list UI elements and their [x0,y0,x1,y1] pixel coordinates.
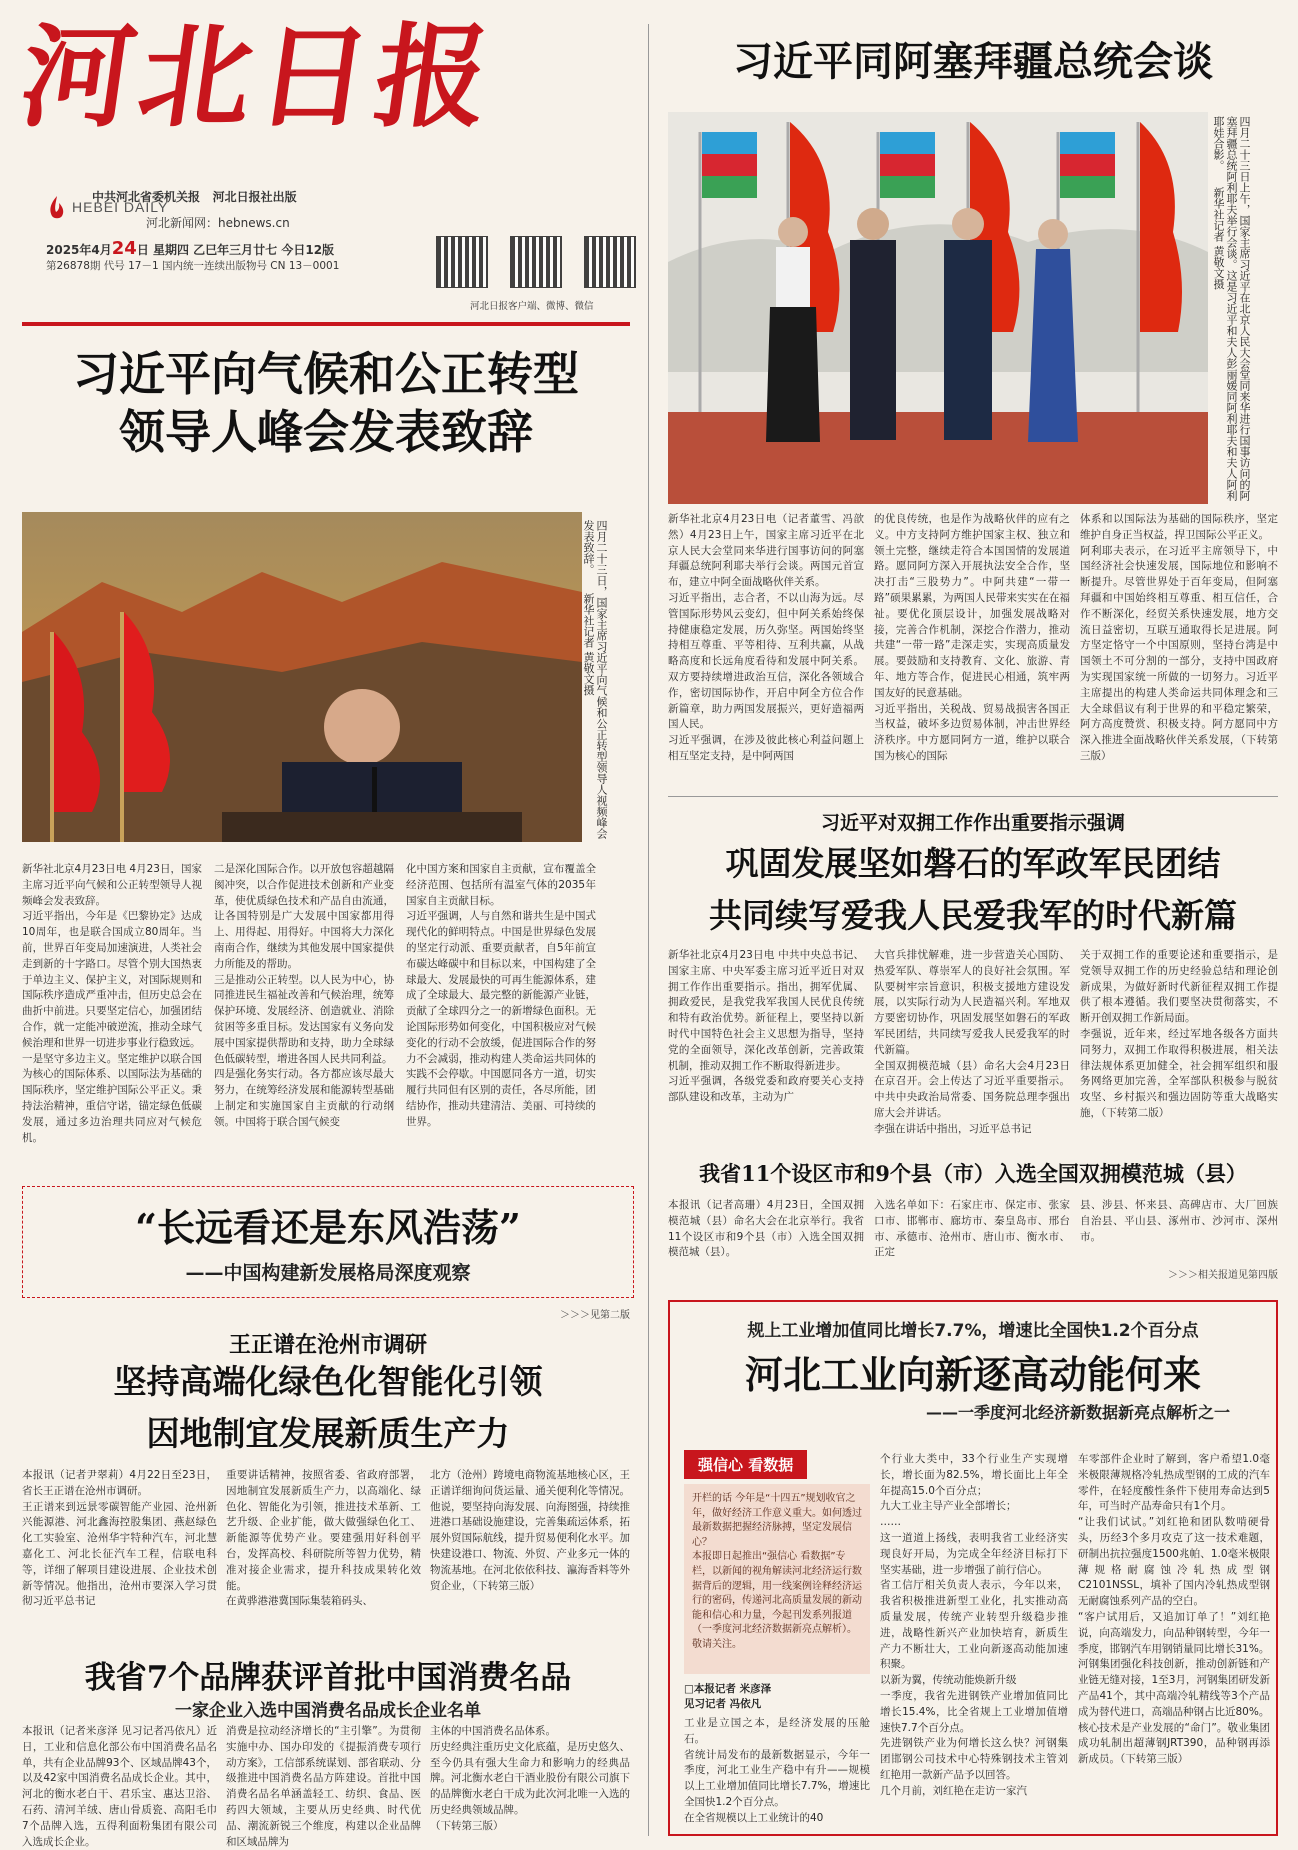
brands-article-col3: 主体的中国消费名品体系。 历史经典注重历史文化底蕴，是历史悠久、至今仍具有强大生命力和影响力的经典品牌。河北衡水老白干酒业股份有限公司旗下的品牌衡水老白干成为此次河北唯一入选的历史经典领域品牌。 （下转第三版） [430,1725,630,1832]
lead-article-col3: 化中国方案和国家自主贡献，宣布覆盖全经济范围、包括所有温室气体的2035年国家自主贡献目标。 习近平强调，人与自然和谐共生是中国式现代化的鲜明特点。中国是世界绿色发展的坚定行动派、重要贡献者，自5年前宣布碳达峰碳中和目标以来，中国构建了全球最大、发展最快的可再生能源体系，建成了全球最大、最完整的新能源产业链，贡献了全球四分之一的新增绿色面积。无论国际形势如何变化，中国积极应对气候变化的行动不会放缓，促进国际合作的努力不会减弱，推动构建人类命运共同体的实践不会停歇。中国愿同各方一道，切实履行共同但有区别的责任，各尽所能，团结协作，推动共建清洁、美丽、可持续的世界。 [406,863,596,1128]
wang-article-col2: 重要讲话精神，按照省委、省政府部署，因地制宜发展新质生产力，以高端化、绿色化、智能化为引领，推进技术革新、工艺升级、企业扩能，做大做强绿色化工、新能源等优势产业。要建强用好科创平台，发挥高校、科研院所等智力优势，精准对接企业需求，提升科技成果转化效能。 在黄骅港港冀国际集装箱码头、 [226,1469,421,1608]
masthead-title: 河北日报 [12,12,504,143]
industry-article-col1: 工业是立国之本，是经济发展的压舱石。 省统计局发布的最新数据显示，今年一季度，河北工业生产稳中有升——规模以上工业增加值同比增长7.7%，增速比全国快1.2个百分点。 在全省规模以上工业统计的40 [684,1717,870,1824]
model-city-jump-link[interactable]: ＞＞＞相关报道见第四版 [1168,1270,1278,1281]
column-badge: 强信心 看数据 [684,1450,807,1479]
feature-subtitle: ——中国构建新发展格局深度观察 [185,1262,471,1284]
issue-line: 第26878期 代号 17－1 国内统一连续出版物号 CN 13－0001 [46,260,340,272]
masthead [12,12,622,212]
website-link[interactable]: hebnews.cn [218,216,290,230]
wang-article-col1: 本报讯（记者尹翠莉）4月22日至23日，省长王正谱在沧州市调研。 王正谱来到远景零碳智能产业园、沧州新兴能源港、河北鑫海控股集团、燕赵绿色化工实验室、沧州华宇特种汽车，河北慧嘉化工、河北长征汽车工程，信联电科等，详细了解项目建设进展、企业技术创新等情况。他指出，沧州市要深入学习贯彻习近平总书记 [22,1469,217,1608]
brands-headline[interactable]: 我省7个品牌获评首批中国消费名品 [84,1660,572,1696]
lead-headline[interactable]: 习近平向气候和公正转型 领导人峰会发表致辞 [73,347,579,459]
wang-headline[interactable]: 坚持高端化绿色化智能化引领 因地制宜发展新质生产力 [113,1362,543,1453]
summit-article-col1: 新华社北京4月23日电（记者董雪、冯歆然）4月23日上午，国家主席习近平在北京人民大会堂同来华进行国事访问的阿塞拜疆总统阿利耶夫举行会谈。两国元首宣布，建立中阿全面战略伙伴关系。 习近平指出，志合者，不以山海为远。尽管国际形势风云变幻，但中阿关系始终保持健康稳定发展，历久弥坚。两国始终坚持相互尊重、平等相待、互利共赢，从战略高度和长远角度看待和发展中阿关系。双方要持续增进政治互信，深化各领域合作，密切国际协作，开启中阿全方位合作新篇章，助力两国发展振兴，更好造福两国人民。 习近平强调，在涉及彼此核心利益问题上相互坚定支持，是中阿两国 [668,513,864,762]
industry-byline: □本报记者 米彦泽 见习记者 冯依凡 [684,1683,772,1710]
date-day: 24 [111,238,137,259]
lead-article-col1: 新华社北京4月23日电 4月23日，国家主席习近平向气候和公正转型领导人视频峰会发表致辞。 习近平指出，今年是《巴黎协定》达成10周年，也是联合国成立80周年。当前，世界百年变局加速演进，人类社会走到新的十字路口。尽管个别大国热衷于单边主义、保护主义，对国际规则和国际秩序造成严重冲击，但历史总会在曲折中前进。只要坚定信心，加强团结合作，就一定能冲破逆流，推动全球气候治理和世界一切进步事业行稳致远。 一是坚守多边主义。坚定维护以联合国为核心的国际体系、以国际法为基础的国际秩序，坚定维护国际公平正义。秉持法治精神，重信守诺，锚定绿色低碳发展，通过多边治理共同应对气候危机。 [22,863,202,1144]
masthead-divider [22,322,630,326]
website-line: 河北新闻网：hebnews.cn [146,216,290,230]
english-name: HEBEI DAILY [72,199,169,215]
summit-photo-caption: 四月二十三日上午，国家主席习近平在北京人民大会堂同来华进行国事访问的阿塞拜疆总统阿利耶夫举行会谈。这是习近平和夫人彭丽媛同阿利耶夫和夫人阿利耶娃合影。 新华社记者 黄敬文摄 [1212,116,1251,501]
qr-code-client[interactable] [436,236,488,288]
editor-intro-box: 开栏的话 今年是“十四五”规划收官之年，做好经济工作意义重大。如何透过最新数据把握经济脉搏，坚定发展信心？ 本报即日起推出“强信心 看数据”专栏，以新闻的视角解读河北经济运行数据背后的逻辑，用一线案例诠释经济运行的密码，传递河北高质量发展的新动能和信心和力量，今起刊发系列报道（一季度河北经济数据新亮点解析）。敬请关注。 [684,1484,870,1674]
model-city-col2: 入选名单如下：石家庄市、保定市、张家口市、邯郸市、廊坊市、秦皇岛市、邢台市、承德市、沧州市、唐山市、衡水市、正定 [874,1199,1070,1259]
industry-kicker: 规上工业增加值同比增长7.7%，增速比全国快1.2个百分点 [747,1321,1199,1341]
industry-subtitle: ——一季度河北经济新数据新亮点解析之一 [925,1403,1230,1422]
army-article-col2: 大官兵排忧解难，进一步营造关心国防、热爱军队、尊崇军人的良好社会氛围。军队要树牢宗旨意识，积极支援地方建设发展，以实际行动为人民造福兴利。军地双方要密切协作，巩固发展坚如磐石的军政军民团结，共同续写爱我人民爱我军的时代新篇。 全国双拥模范城（县）命名大会4月23日在京召开。会上传达了习近平重要指示。中共中央政治局常委、国务院总理李强出席大会并讲话。 李强在讲话中指出，习近平总书记 [874,949,1070,1135]
leaders-group-photo [668,112,1208,504]
summit-headline[interactable]: 习近平同阿塞拜疆总统会谈 [733,38,1213,85]
feature-title: “长远看还是东风浩荡” [135,1205,521,1250]
army-article-col1: 新华社北京4月23日电 中共中央总书记、国家主席、中央军委主席习近平近日对双拥工作作出重要指示。指出，拥军优属、拥政爱民，是我党我军我国人民优良传统和特有政治优势。新征程上，要坚持以新时代中国特色社会主义思想为指导，坚持党的全面领导，深化改革创新，完善政策机制，推动双拥工作不断取得新进步。 习近平强调，各级党委和政府要关心支持部队建设和改革，主动为广 [668,949,864,1104]
industry-headline[interactable]: 河北工业向新逐高动能何来 [744,1352,1201,1397]
model-city-col1: 本报讯（记者高珊）4月23日，全国双拥模范城（县）命名大会在北京举行。我省11个设区市和9个县（市）入选全国双拥模范城（县）。 [668,1199,864,1259]
model-city-col3: 县、涉县、怀来县、高碑店市、大厂回族自治县、平山县、涿州市、沙河市、深州市。 [1080,1199,1278,1243]
publisher-line1: 中共河北省委机关报 [92,190,201,204]
model-city-headline[interactable]: 我省11个设区市和9个县（市）入选全国双拥模范城（县） [699,1161,1247,1186]
column-divider [648,24,649,1836]
feature-jump-link[interactable]: ＞＞＞见第二版 [560,1310,630,1321]
feature-teaser-box[interactable] [22,1186,634,1298]
summit-video-photo [22,512,582,842]
brands-article-col2: 消费是拉动经济增长的“主引擎”。为贯彻实施中办、国办印发的《提振消费专项行动方案》，工信部系统谋划、部省联动、分级推进中国消费名品方阵建设。首批中国消费名品名单涵盖轻工、纺织、食品、医药四大领域，主要从历史经典、时代优品、潮流新锐三个维度，构建以企业品牌和区域品牌为 [226,1725,421,1848]
lead-article-col2: 二是深化国际合作。以开放包容超越隔阂冲突，以合作促进技术创新和产业变革，使优质绿色技术和产品自由流通，让各国特别是广大发展中国家都用得上、用得起、用得好。中国将大力深化南南合作，继续为其他发展中国家提供力所能及的帮助。 三是推动公正转型。以人民为中心，协同推进民生福祉改善和气候治理，统筹保护环境、发展经济、创造就业、消除贫困等多重目标。发达国家有义务向发展中国家提供帮助和支持，助力全球绿色低碳转型，增进各国人民共同利益。 四是强化务实行动。各方都应该尽最大努力，在统筹经济发展和能源转型基础上制定和实施国家自主贡献的行动纲领。中国将于联合国气候变 [214,863,394,1128]
army-kicker: 习近平对双拥工作作出重要指示强调 [820,812,1125,834]
date-line: 2025年4月24日 星期四 乙巳年三月廿七 今日12版 [46,238,335,259]
lead-photo[interactable] [22,512,582,842]
qr-caption: 河北日报客户端、微博、微信 [470,301,594,312]
qr-code-wechat[interactable] [584,236,636,288]
wang-kicker: 王正谱在沧州市调研 [228,1333,427,1358]
qr-code-weibo[interactable] [510,236,562,288]
industry-article-col2: 个行业大类中，33个行业生产实现增长，增长面为82.5%，增长面比上年全年提高15.0个百分点； 九大工业主导产业全部增长； …… 这一道道上扬线，表明我省工业经济实现良好开局，为完成全年经济目标打下坚实基础，进一步增强了前行信心。 省工信厅相关负责人表示，今年以来，我省积极推进新型工业化，扎实推动高质量发展，传统产业转型升级稳步推进，战略性新兴产业加快培育，新质生产力不断壮大，工业向新逐高动能加速积聚。 以新为翼，传统动能焕新升级 一季度，我省先进钢铁产业增加值同比增长15.4%，比全省规上工业增加值增速快7.7个百分点。 先进钢铁产业为何增长这么快？河钢集团邯钢公司技术中心特殊钢技术主管刘红艳用一款新产品予以回答。 几个月前，刘红艳在走访一家汽 [880,1453,1068,1797]
publisher-line2: 河北日报社出版 [212,190,297,204]
army-article-col3: 关于双拥工作的重要论述和重要指示，是党领导双拥工作的历史经验总结和理论创新成果，为做好新时代新征程双拥工作提供了根本遵循。我们要坚决贯彻落实，不断开创双拥工作新局面。 李强说，近年来，经过军地各级各方面共同努力，双拥工作取得积极进展，相关法律法规体系更加健全，社会拥军组织和服务网络更加完善，全军部队积极参与脱贫攻坚、乡村振兴和强边固防等重大战略实施，（下转第二版） [1080,949,1278,1119]
industry-article-col3: 车零部件企业时了解到，客户希望1.0毫米极限薄规格冷轧热成型钢的工成的汽车零件，在轻度酸性条件下使用寿命达到5年，可当时产品寿命只有1个月。 “让我们试试。”刘红艳和团队数啃硬骨头，历经3个多月攻克了这一技术难题，研制出抗拉强度1500兆帕、1.0毫米极限薄规格耐腐蚀冷轧热成型钢C2101NSSL，填补了国内冷轧热成型钢无耐腐蚀系列产品的空白。 “客户试用后，又追加订单了！”刘红艳说，向高端发力，向品种钢转型，今年一季度，邯钢汽车用钢销量同比增长31%。 河钢集团强化科技创新，推动创新链和产业链无缝对接，1至3月，河钢集团研发新产品41个，其中高端冷轧精线等3个产品成为替代进口，高端品种钢占比近80%。 核心技术是产业发展的“命门”。敬业集团成功轧制出超薄钢JRT390，品种钢再添新成员。（下转第三版） [1078,1453,1270,1766]
summit-photo[interactable] [668,112,1208,504]
wang-article-col3: 北方（沧州）跨境电商物流基地核心区，王正谱详细询问货运量、通关便利化等情况。他说，要坚持向海发展、向海图强，持续推进港口基础设施建设，完善集疏运体系，拓展外贸国际航线，提升贸易便利化水平。加快建设港口、物流、外贸、产业多元一体的物流基地。在河北依依科技、瀛海香料等外贸企业，（下转第三版） [430,1469,630,1592]
army-headline[interactable]: 巩固发展坚如磐石的军政军民团结 共同续写爱我人民爱我军的时代新篇 [709,844,1237,935]
brands-subtitle: 一家企业入选中国消费名品成长企业名单 [175,1701,481,1721]
summit-article-col2: 的优良传统，也是作为战略伙伴的应有之义。中方支持阿方维护国家主权、独立和领土完整，继续走符合本国国情的发展道路。愿同阿方深入开展执法安全合作，坚决打击“三股势力”。中阿共建“一带一路”硕果累累，为两国人民带来实实在在福祉。要优化顶层设计，加强发展战略对接，完善合作机制，深挖合作潜力，推动共建“一带一路”走深走实，实现高质量发展。要鼓励和支持教育、文化、旅游、青年、地方等合作，促进民心相通，筑牢两国友好的民意基础。 习近平指出，关税战、贸易战损害各国正当权益，破坏多边贸易体制，冲击世界经济秩序。中方愿同阿方一道，维护以联合国为核心的国际 [874,513,1070,762]
lead-photo-caption: 四月二十三日，国家主席习近平向气候和公正转型领导人视频峰会发表致辞。 新华社记者 黄敬文摄 [582,520,608,839]
section-divider [668,796,1278,797]
brands-article-col1: 本报讯（记者米彦泽 见习记者冯依凡）近日，工业和信息化部公布中国消费名品名单，共有企业品牌93个、区域品牌43个，以及42家中国消费名品成长企业。其中，河北的衡水老白干、君乐宝、惠达卫浴、石药、清河羊绒、唐山骨质瓷、高阳毛巾7个品牌入选，五得利面粉集团有限公司入选成长企业。 [22,1725,217,1848]
summit-article-col3: 体系和以国际法为基础的国际秩序，坚定维护自身正当权益，捍卫国际公平正义。 阿利耶夫表示，在习近平主席领导下，中国经济社会快速发展，国际地位和影响不断提升。尽管世界处于百年变局，但阿塞拜疆和中国始终相互尊重、相互信任，合作不断深化，经贸关系快速发展，地方交流日益密切，互联互通取得长足进展。阿方坚定恪守一个中国原则，坚持台湾是中国领土不可分割的一部分，支持中国政府为实现国家统一所做的一切努力。习近平主席提出的构建人类命运共同体理念和三大全球倡议有利于世界的和平稳定繁荣，阿方高度赞赏、积极支持。阿方愿同中方深入推进全面战略伙伴关系发展，（下转第三版） [1080,513,1278,762]
flame-logo-icon [46,194,68,220]
